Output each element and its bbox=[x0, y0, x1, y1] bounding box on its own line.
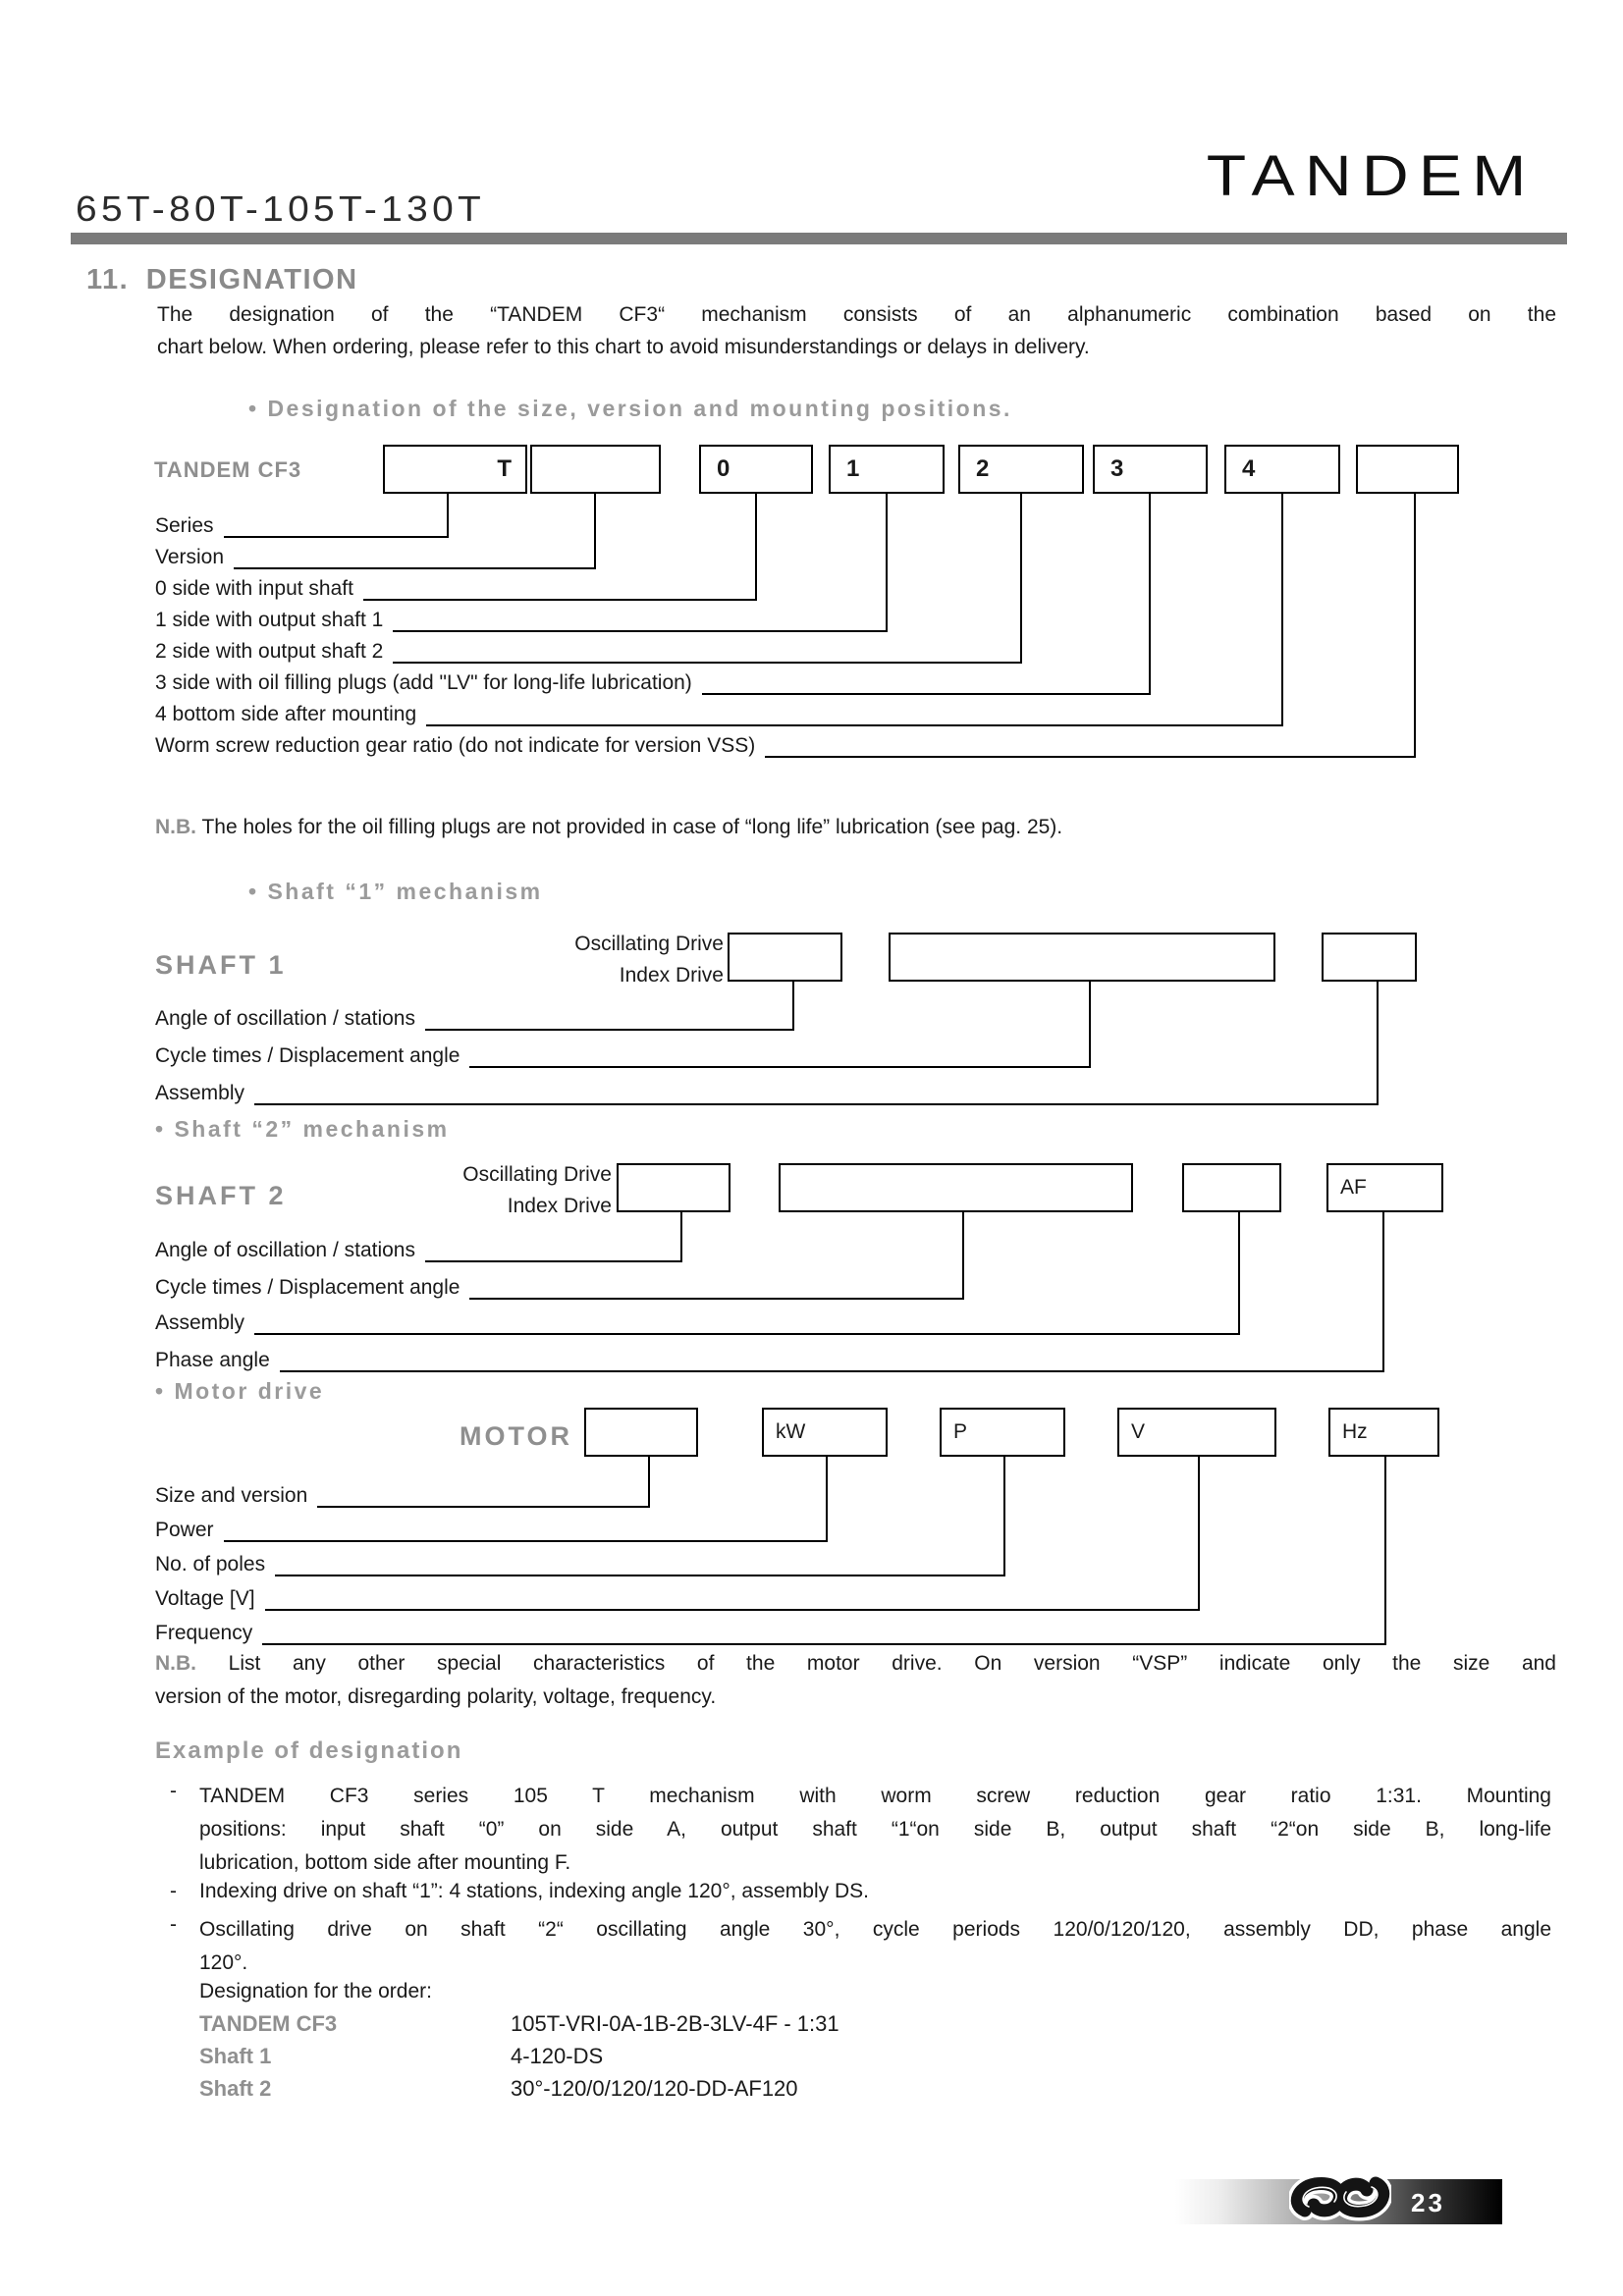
example-heading: Example of designation bbox=[155, 1737, 463, 1764]
nb-note-2 bbox=[155, 1647, 1556, 1714]
designation-row-version: Version bbox=[155, 542, 596, 569]
designation-box-2: 2 bbox=[958, 445, 1084, 494]
nb-label: N.B. bbox=[155, 816, 196, 838]
designation-box-3: 3 bbox=[1093, 445, 1208, 494]
order-label-shaft1: Shaft 1 bbox=[199, 2044, 272, 2068]
shaft2-row-angle: Angle of oscillation / stations bbox=[155, 1235, 682, 1262]
intro-line-2: chart below. When ordering, please refer to this chart to avoid misunderstandings or delays in delivery. bbox=[157, 336, 1090, 358]
shaft1-box-assembly bbox=[1322, 933, 1417, 982]
order-value-shaft1: 4-120-DS bbox=[511, 2044, 604, 2068]
designation-box-ratio bbox=[1356, 445, 1459, 494]
section-title: 11. DESIGNATION bbox=[86, 264, 358, 295]
motor-box-size bbox=[584, 1408, 698, 1457]
designation-heading: • Designation of the size, version and mounting positions. bbox=[248, 396, 1012, 421]
nb-label: N.B. bbox=[155, 1652, 196, 1675]
motor-row-power: Power bbox=[155, 1515, 828, 1542]
motor-box-kw: kW bbox=[762, 1408, 888, 1457]
shaft2-box-cycle bbox=[779, 1163, 1133, 1212]
motor-row-frequency: Frequency bbox=[155, 1618, 1386, 1645]
shaft1-row-angle: Angle of oscillation / stations bbox=[155, 1003, 794, 1031]
shaft2-heading: • Shaft “2” mechanism bbox=[155, 1116, 450, 1142]
nb-text: The holes for the oil filling plugs are not provided in case of “long life” lubrication (see pag. 25). bbox=[201, 816, 1063, 838]
designation-box-1: 1 bbox=[829, 445, 945, 494]
designation-box-version bbox=[530, 445, 661, 494]
shaft1-row-assembly: Assembly bbox=[155, 1078, 1379, 1105]
motor-label: MOTOR bbox=[460, 1421, 572, 1451]
header-rule bbox=[71, 233, 1567, 244]
designation-row-output-shaft-1: 1 side with output shaft 1 bbox=[155, 605, 888, 632]
order-intro: Designation for the order: bbox=[199, 1980, 432, 2002]
example-bullet-2: Indexing drive on shaft “1”: 4 stations, indexing angle 120°, assembly DS. bbox=[199, 1880, 869, 1902]
designation-row-series: Series bbox=[155, 510, 449, 538]
connector-line bbox=[1281, 492, 1283, 726]
designation-row-worm-ratio: Worm screw reduction gear ratio (do not indicate for version VSS) bbox=[155, 730, 1416, 758]
brand-logotype: TANDEM bbox=[1207, 144, 1537, 208]
shaft2-box-phase-af: AF bbox=[1326, 1163, 1443, 1212]
shaft2-row-cycle: Cycle times / Displacement angle bbox=[155, 1272, 964, 1300]
shaft2-row-phase: Phase angle bbox=[155, 1345, 1384, 1372]
shaft2-drive-types: Oscillating Drive Index Drive bbox=[462, 1163, 612, 1217]
motor-row-size: Size and version bbox=[155, 1480, 650, 1508]
shaft1-heading: • Shaft “1” mechanism bbox=[248, 879, 543, 904]
motor-row-voltage: Voltage [V] bbox=[155, 1583, 1200, 1611]
designation-row-output-shaft-2: 2 side with output shaft 2 bbox=[155, 636, 1022, 664]
motor-row-poles: No. of poles bbox=[155, 1549, 1005, 1576]
designation-chart-label: TANDEM CF3 bbox=[154, 457, 302, 482]
order-value-shaft2: 30°-120/0/120/120-DD-AF120 bbox=[511, 2076, 798, 2101]
example-bullet-1: TANDEM CF3 series 105 T mechanism with worm screw reduction gear ratio 1:31. Mounting positions: input shaft “0” on side A, output shaft “1“on side B, output shaft “2“on side B, long-life lubrication, bottom side after mounting F. bbox=[199, 1785, 1551, 1874]
order-value-tandem: 105T-VRI-0A-1B-2B-3LV-4F - 1:31 bbox=[511, 2011, 839, 2036]
shaft1-label: SHAFT 1 bbox=[155, 950, 287, 980]
designation-box-0: 0 bbox=[699, 445, 813, 494]
shaft2-label: SHAFT 2 bbox=[155, 1181, 287, 1210]
order-label-shaft2: Shaft 2 bbox=[199, 2076, 272, 2101]
designation-box-4: 4 bbox=[1224, 445, 1340, 494]
designation-row-input-shaft: 0 side with input shaft bbox=[155, 573, 757, 601]
intro-line-1: The designation of the “TANDEM CF3“ mechanism consists of an alphanumeric combination based on the bbox=[157, 303, 1556, 326]
bullet-dash: - bbox=[170, 1913, 177, 1936]
shaft2-box-angle bbox=[617, 1163, 730, 1212]
motor-box-frequency: Hz bbox=[1328, 1408, 1439, 1457]
shaft1-box-cycle bbox=[889, 933, 1275, 982]
bullet-dash: - bbox=[170, 1780, 177, 1802]
header-model-range: 65T-80T-105T-130T bbox=[76, 188, 486, 229]
connector-line bbox=[1149, 492, 1151, 695]
shaft2-box-assembly bbox=[1182, 1163, 1281, 1212]
designation-box-series: T bbox=[383, 445, 527, 494]
shaft2-row-assembly: Assembly bbox=[155, 1308, 1240, 1335]
bullet-dash: - bbox=[170, 1880, 177, 1902]
designation-row-bottom-side: 4 bottom side after mounting bbox=[155, 699, 1283, 726]
order-label-tandem: TANDEM CF3 bbox=[199, 2011, 338, 2036]
connector-line bbox=[1414, 492, 1416, 758]
motor-heading: • Motor drive bbox=[155, 1378, 325, 1404]
intro-paragraph bbox=[157, 298, 1556, 363]
example-bullet-3: Oscillating drive on shaft “2“ oscillating angle 30°, cycle periods 120/0/120/120, assembly DD, phase angle 120°. bbox=[199, 1918, 1551, 1974]
motor-box-poles: P bbox=[940, 1408, 1065, 1457]
nb-text-line-1: List any other special characteristics of the motor drive. On version “VSP” indicate only the size and bbox=[228, 1652, 1556, 1675]
motor-box-voltage: V bbox=[1117, 1408, 1276, 1457]
designation-row-oil-plugs: 3 side with oil filling plugs (add "LV" for long-life lubrication) bbox=[155, 667, 1151, 695]
brand-knot-logo-icon bbox=[1289, 2163, 1391, 2230]
nb-text-line-2: version of the motor, disregarding polarity, voltage, frequency. bbox=[155, 1685, 717, 1708]
shaft1-row-cycle: Cycle times / Displacement angle bbox=[155, 1041, 1091, 1068]
nb-note-1 bbox=[155, 816, 1062, 839]
connector-line bbox=[1384, 1455, 1386, 1645]
page-number: 23 bbox=[1411, 2188, 1445, 2217]
shaft1-drive-types: Oscillating Drive Index Drive bbox=[574, 933, 724, 987]
shaft1-box-angle bbox=[728, 933, 842, 982]
